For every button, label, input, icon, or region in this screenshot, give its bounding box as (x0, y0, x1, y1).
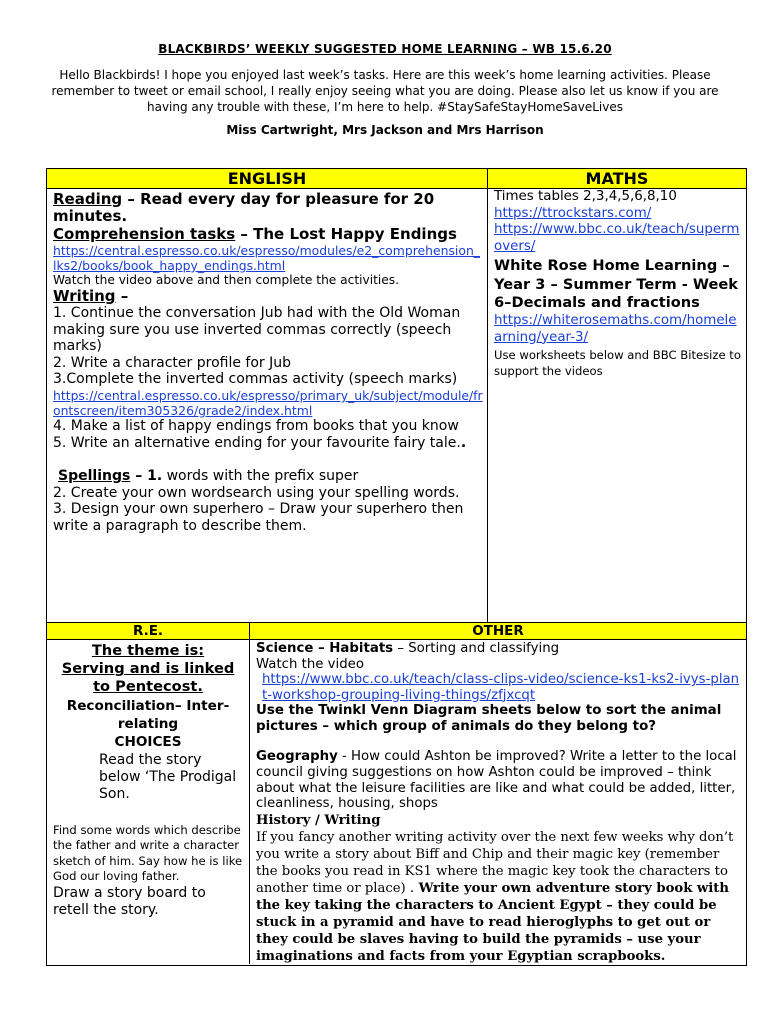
white-rose-title: White Rose Home Learning – Year 3 – Summer Term - Week 6–Decimals and fractions (494, 257, 738, 311)
intro-paragraph: Hello Blackbirds! I hope you enjoyed last week’s tasks. Here are this week’s home learning activities. Please remember to tweet or email school, I really enjoy seeing what you are doing. Please also let us know if you are having any trouble with these, I’m here to help. #StaySafeStayHomeSaveLives (51, 68, 719, 114)
column-divider-2 (249, 640, 250, 964)
theme-detail: Serving and is linked to Pentecost. (61, 660, 235, 695)
spellings-focus: words with the prefix super (162, 468, 359, 485)
reading-text: – Read every day for pleasure for 20 minutes. (53, 190, 435, 225)
reading-label: Reading (53, 190, 123, 208)
maths-note: Use worksheets below and BBC Bitesize to support the videos (494, 348, 741, 379)
geography-task: - How could Ashton be improved? Write a letter to the local council giving suggestions on how Ashton could be improved – think about what the leisure facilities are like and what could be added, litter, cleanliness, housing, shops (256, 749, 737, 812)
writing-task-2: 2. Write a character profile for Jub (53, 354, 291, 371)
writing-task-5-end: . (460, 434, 467, 451)
reconciliation-topic: Reconciliation– Inter-relating (66, 698, 230, 732)
science-label: Science – Habitats (256, 641, 394, 656)
spellings-number: – 1. (130, 468, 163, 485)
history-task: If you fancy another writing activity over the next few weeks why don’t you write a story about Biff and Chip and their magic key (remember the books you read in KS1 where the magic key took the characters to another time or place) . (256, 829, 734, 896)
read-story: Read the story below ‘The Prodigal Son. (99, 752, 237, 802)
supermovers-link[interactable]: https://www.bbc.co.uk/teach/supermovers/ (494, 222, 740, 254)
ttrockstars-link[interactable]: https://ttrockstars.com/ (494, 205, 652, 221)
theme-line: The theme is: (91, 642, 205, 659)
english-cell (53, 191, 483, 535)
choices-label: CHOICES (114, 734, 182, 750)
watch-note: Watch the video above and then complete the activities. (53, 273, 399, 287)
geography-label: Geography (256, 749, 338, 765)
twinkl-task: Use the Twinkl Venn Diagram sheets below to sort the animal pictures – which group of animals do they belong to? (256, 703, 722, 735)
inverted-commas-link[interactable]: https://central.espresso.co.uk/espresso/primary_uk/subject/module/frontscreen/item305326/grade2/index.html (53, 387, 483, 418)
column-divider (487, 189, 488, 622)
other-cell (256, 641, 744, 965)
writing-task-3: 3.Complete the inverted commas activity (speech marks) (53, 371, 458, 388)
writing-dash: – (115, 287, 129, 305)
watch-video: Watch the video (256, 656, 364, 672)
maths-cell (494, 189, 741, 379)
other-heading: OTHER (250, 623, 746, 640)
maths-heading: MATHS (488, 169, 746, 189)
re-cell (51, 642, 245, 920)
re-heading: R.E. (47, 623, 250, 640)
page-title: BLACKBIRDS’ WEEKLY SUGGESTED HOME LEARNING – WB 15.6.20 (158, 42, 612, 56)
spelling-task-2: 2. Create your own wordsearch using your spelling words. (53, 484, 460, 501)
adventure-story-task: Write your own adventure story book with the key taking the characters to Ancient Egypt – they could be stuck in a pyramid and have to read hieroglyphs to get out or they could be slaves having to build the pyramids – use your imaginations and facts from your Egyptian scrapbooks. (256, 880, 729, 964)
white-rose-link[interactable]: https://whiterosemaths.com/homelearning/year-3/ (494, 312, 737, 345)
history-label: History / Writing (256, 812, 381, 828)
writing-task-1: 1. Continue the conversation Jub had with the Old Woman making sure you use inverted commas correctly (speech marks) (53, 305, 461, 355)
staff-names: Miss Cartwright, Mrs Jackson and Mrs Harrison (226, 123, 544, 137)
character-sketch-task: Find some words which describe the father and write a character sketch of him. Say how he is like God our loving father. (53, 823, 243, 884)
comprehension-title: – The Lost Happy Endings (235, 225, 457, 243)
comprehension-label: Comprehension tasks (53, 225, 236, 243)
english-maths-table (46, 168, 747, 623)
writing-task-4: 4. Make a list of happy endings from books that you know (53, 417, 459, 434)
re-other-table (46, 623, 747, 966)
english-heading: ENGLISH (47, 169, 488, 189)
times-tables: Times tables 2,3,4,5,6,8,10 (494, 189, 677, 204)
writing-task-5: 5. Write an alternative ending for your favourite fairy tale. (53, 434, 461, 451)
comprehension-link[interactable]: https://central.espresso.co.uk/espresso/modules/e2_comprehension_lks2/books/book_happy_endings.html (53, 243, 480, 273)
storyboard-task: Draw a story board to retell the story. (53, 884, 206, 919)
spelling-task-3: 3. Design your own superhero – Draw your superhero then write a paragraph to describe them. (53, 501, 464, 534)
spellings-label: Spellings (58, 468, 131, 485)
science-video-link[interactable]: https://www.bbc.co.uk/teach/class-clips-video/science-ks1-ks2-ivys-plant-workshop-grouping-living-things/zfjxcqt (262, 672, 740, 703)
science-topic: – Sorting and classifying (393, 641, 560, 656)
writing-label: Writing (53, 287, 116, 305)
